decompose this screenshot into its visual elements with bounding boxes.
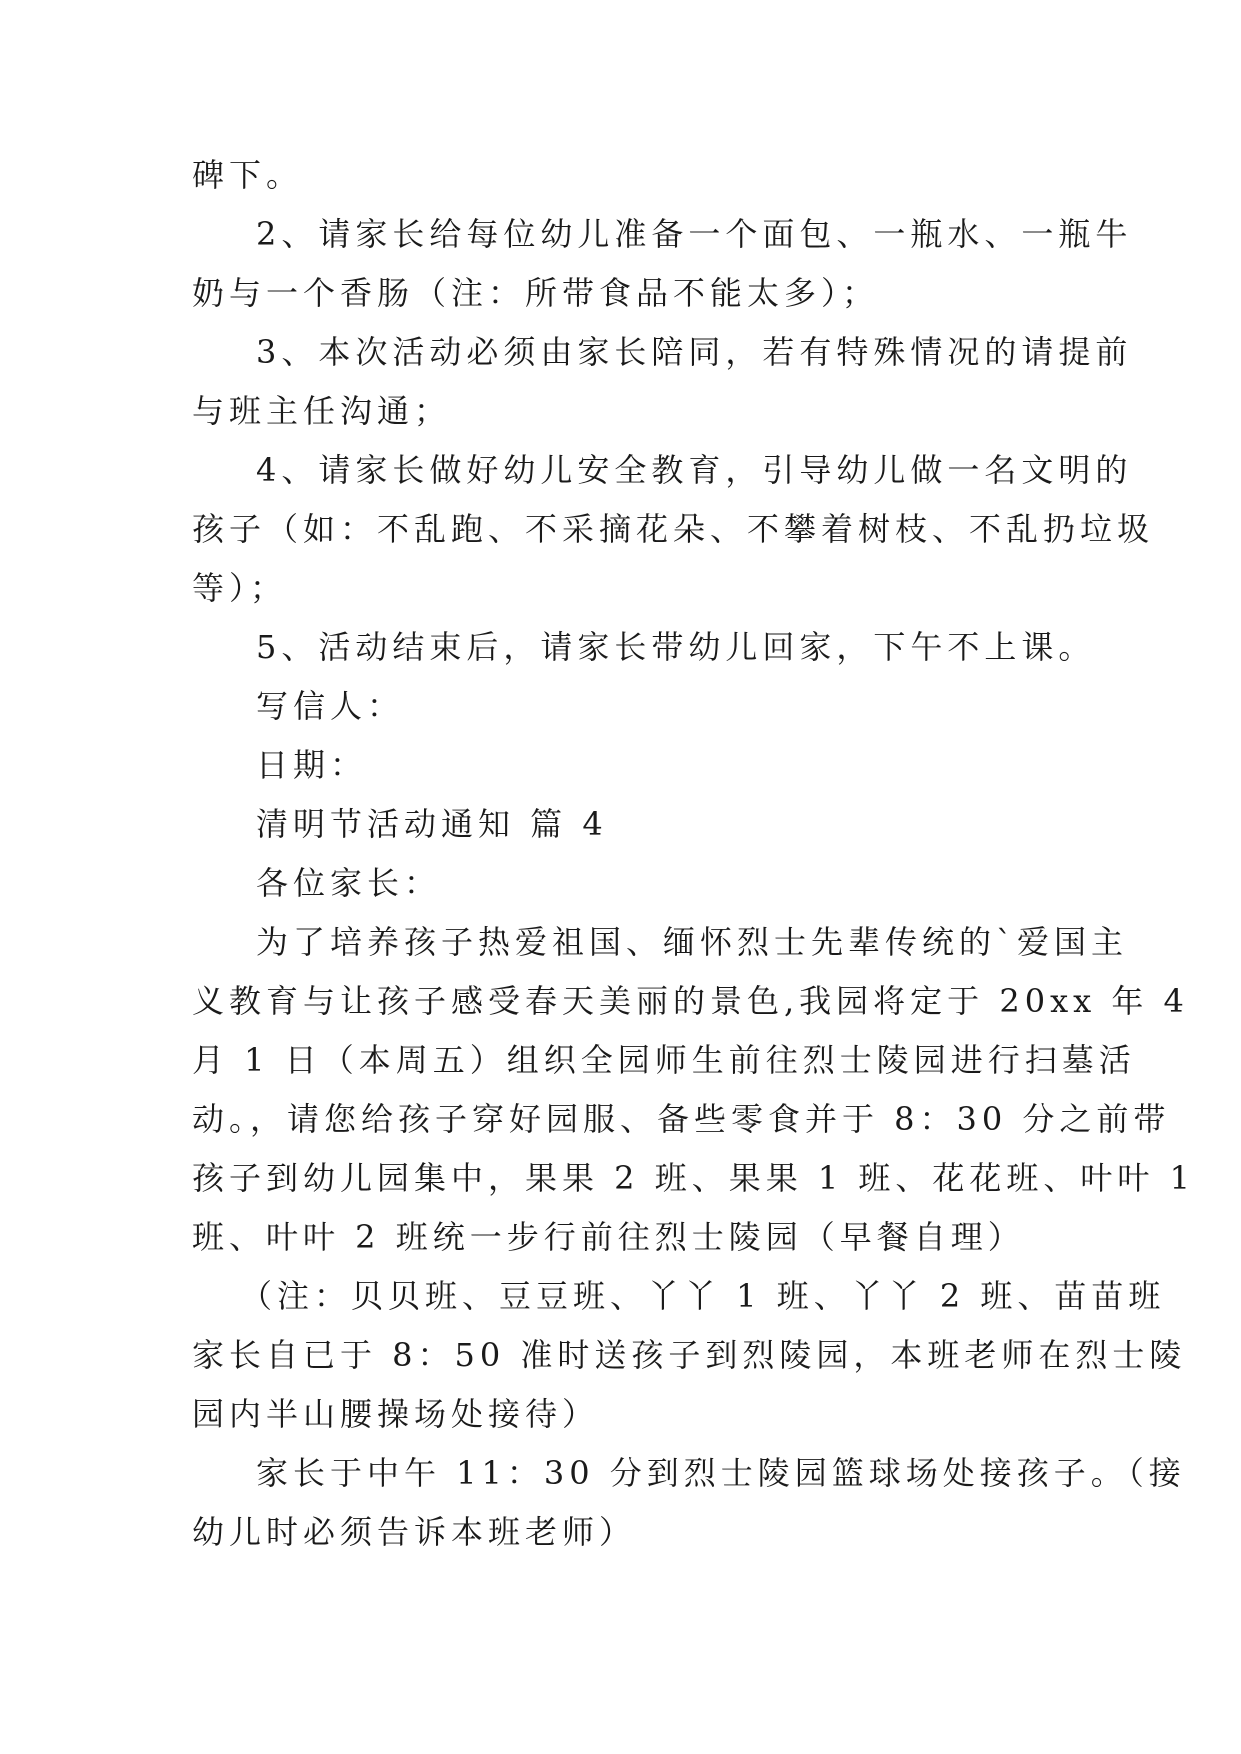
text-line: 奶与一个香肠（注：所带食品不能太多）； bbox=[192, 274, 880, 312]
text-line: 3、本次活动必须由家长陪同，若有特殊情况的请提前 bbox=[256, 333, 1133, 371]
section-title: 清明节活动通知 篇 4 bbox=[256, 805, 608, 843]
text-line: 义教育与让孩子感受春天美丽的景色,我园将定于 20xx 年 4 bbox=[192, 982, 1189, 1020]
document-body bbox=[192, 146, 1195, 1562]
text-line: 月 1 日（本周五）组织全园师生前往烈士陵园进行扫墓活 bbox=[192, 1041, 1136, 1079]
text-line: 班、叶叶 2 班统一步行前往烈士陵园（早餐自理） bbox=[192, 1218, 1025, 1256]
text-line: 园内半山腰操场处接待） bbox=[192, 1395, 600, 1433]
date-label: 日期： bbox=[256, 746, 368, 784]
text-line: 家长于中午 11：30 分到烈士陵园篮球场处接孩子。（接 bbox=[256, 1454, 1186, 1492]
text-line: 为了培养孩子热爱祖国、缅怀烈士先辈传统的`爱国主 bbox=[256, 923, 1129, 961]
text-line: 家长自已于 8：50 准时送孩子到烈陵园，本班老师在烈士陵 bbox=[192, 1336, 1187, 1374]
text-line: 碑下。 bbox=[192, 156, 304, 194]
text-line: 孩子（如：不乱跑、不采摘花朵、不攀着树枝、不乱扔垃圾 bbox=[192, 510, 1155, 548]
letter-writer-label: 写信人： bbox=[256, 687, 405, 725]
text-line: 2、请家长给每位幼儿准备一个面包、一瓶水、一瓶牛 bbox=[256, 215, 1133, 253]
salutation: 各位家长： bbox=[256, 864, 442, 902]
text-line: 4、请家长做好幼儿安全教育，引导幼儿做一名文明的 bbox=[256, 451, 1133, 489]
text-line: 孩子到幼儿园集中，果果 2 班、果果 1 班、花花班、叶叶 1 bbox=[192, 1159, 1195, 1197]
text-line: 动。，请您给孩子穿好园服、备些零食并于 8：30 分之前带 bbox=[192, 1100, 1171, 1138]
text-line: 5、活动结束后，请家长带幼儿回家，下午不上课。 bbox=[256, 628, 1096, 666]
text-line: （注：贝贝班、豆豆班、丫丫 1 班、丫丫 2 班、苗苗班 bbox=[240, 1277, 1166, 1315]
text-line: 幼儿时必须告诉本班老师） bbox=[192, 1513, 637, 1551]
text-line: 与班主任沟通； bbox=[192, 392, 452, 430]
text-line: 等）； bbox=[192, 569, 288, 607]
